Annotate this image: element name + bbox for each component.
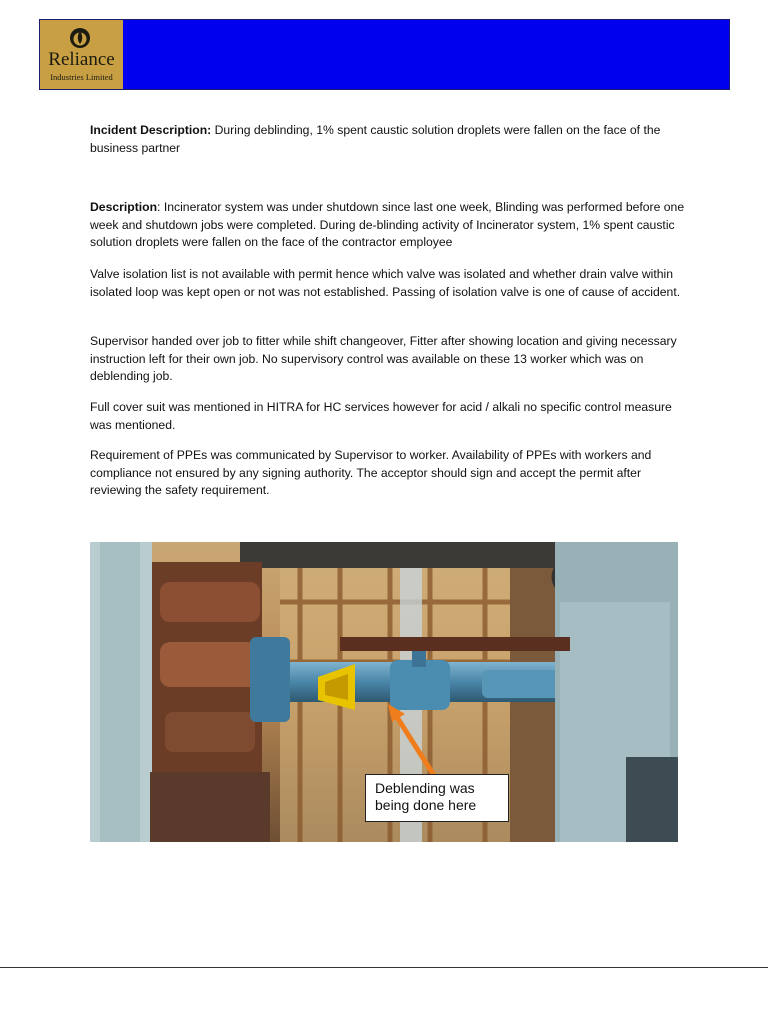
incident-description [90, 122, 686, 157]
header-band [123, 20, 729, 89]
paragraph-valve-isolation [90, 266, 686, 301]
paragraph-text: Requirement of PPEs was communicated by Supervisor to worker. Availability of PPEs with workers and compliance not ensured by any signing authority. The acceptor should sign and accept the permit after reviewing the safety requirement. [90, 448, 652, 497]
description-section [90, 199, 686, 252]
incident-label: Incident Description: [90, 123, 212, 137]
logo-name: Reliance [48, 49, 115, 70]
paragraph-text: Supervisor handed over job to fitter while shift changeover, Fitter after showing location and giving necessary instruction left for their own job. No supervisory control was available on these 13 worker which was on deblending job. [90, 334, 677, 383]
reliance-flame-icon [69, 27, 91, 49]
paragraph-supervisor [90, 333, 686, 386]
footer-rule [0, 967, 768, 968]
description-text: : Incinerator system was under shutdown since last one week, Blinding was performed before one week and shutdown jobs were completed. During de-blinding activity of Incinerator system, 1% spent caustic solution droplets were fallen on the face of the contractor employee [90, 200, 685, 249]
paragraph-hitra [90, 399, 686, 434]
incident-text: During deblinding, 1% spent caustic solution droplets were fallen on the face of the business partner [90, 123, 661, 155]
paragraph-text: Full cover suit was mentioned in HITRA for HC services however for acid / alkali no specific control measure was mentioned. [90, 400, 672, 432]
description-label: Description [90, 200, 158, 214]
company-logo [40, 20, 123, 89]
paragraph-ppe [90, 447, 686, 500]
document-header [39, 19, 730, 90]
paragraph-text: Valve isolation list is not available with permit hence which valve was isolated and whether drain valve within isolated loop was kept open or not was not established. Passing of isolation valve is one of cause of accident. [90, 267, 681, 299]
logo-subtitle: Industries Limited [50, 72, 113, 82]
photo-callout-label: Deblending was being done here [365, 774, 509, 822]
